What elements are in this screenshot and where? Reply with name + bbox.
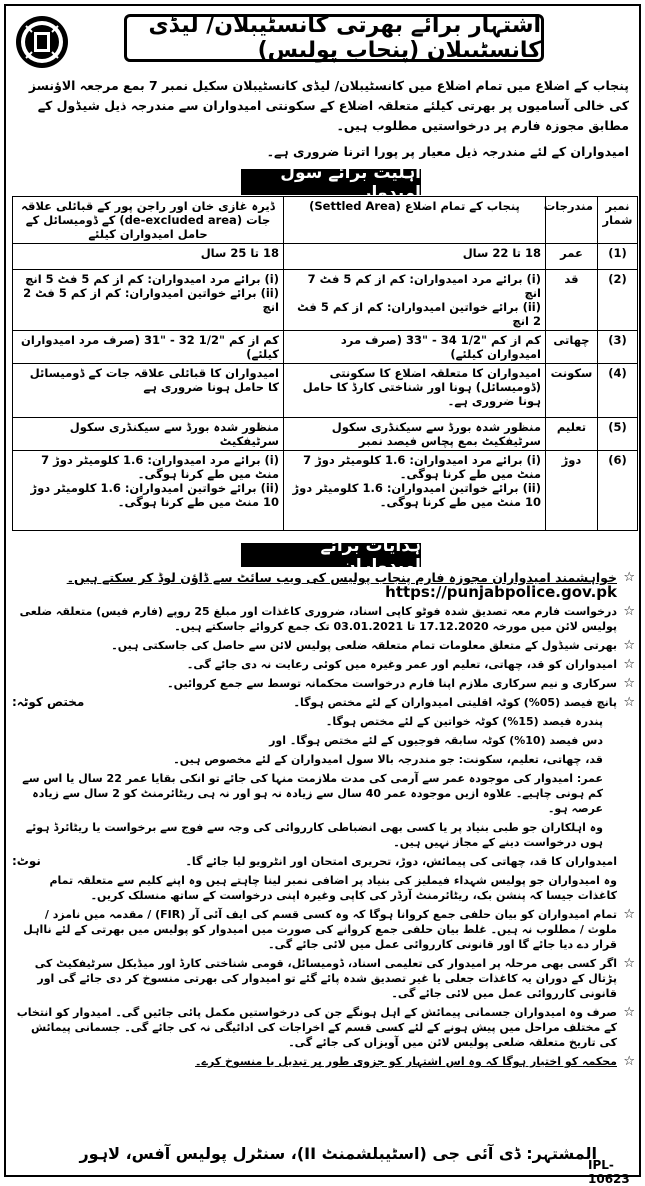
list-item xyxy=(12,1005,637,1050)
star-bullet-icon: ☆ xyxy=(623,676,635,691)
guidelines-list xyxy=(12,570,637,1073)
punjab-police-logo-icon xyxy=(14,14,70,70)
list-item xyxy=(12,695,637,710)
intro-paragraph: پنجاب کے اضلاع میں تمام اضلاع میں کانسٹیبلان/ لیڈی کانسٹیبلان سکیل نمبر 7 بمع مرجعہ الاؤنسز کی خالی آسامیوں پر بھرتی کیلئے متعلقہ اضلاع کے سکونتی امیدواران سے مندرجہ ذیل شیڈول کے مطابق مجوزہ فارم پر درخواستیں مطلوب ہیں۔ xyxy=(28,78,629,133)
list-item xyxy=(12,638,637,653)
star-bullet-icon: ☆ xyxy=(623,657,635,672)
sub-item: (i) برائے مرد امیدواران: 1.6 کلومیٹر دوڑ 7 منٹ میں طے کرنا ہوگی۔ xyxy=(41,453,279,481)
row-settled xyxy=(284,451,546,531)
reference-number: IPL-10623 xyxy=(588,1158,630,1186)
row-category: سکونت xyxy=(546,364,598,418)
star-bullet-icon: ☆ xyxy=(623,604,635,619)
table-header-row xyxy=(13,197,638,244)
table-row xyxy=(13,418,638,451)
row-category: عمر xyxy=(546,244,598,270)
quota-side-label: مختص کوٹہ: xyxy=(12,695,85,709)
row-settled: امیدواران کا متعلقہ اضلاع کا سکونتی (ڈومیسائل) ہونا اور شناختی کارڈ کا حامل ہونا ضروری ہے۔ xyxy=(284,364,546,418)
row-excluded xyxy=(13,451,284,531)
list-item xyxy=(12,752,637,767)
table-row xyxy=(13,364,638,418)
row-category: تعلیم xyxy=(546,418,598,451)
list-item-text: وہ اہلکاران جو طبی بنیاد پر یا کسی بھی انضباطی کارروائی کی وجہ سے فوج سے برخواست یا ریٹائرڈ ہوئے ہوں درخواست دینے کے مجاز نہیں ہیں۔ xyxy=(25,821,603,849)
list-item xyxy=(12,771,637,816)
list-item-text: دس فیصد (10%) کوٹہ سابقہ فوجیوں کے لئے مختص ہوگا۔ اور xyxy=(269,734,603,747)
row-settled: کم از کم "1/2 34 - "33 (صرف مرد امیدواران کیلئے) xyxy=(284,331,546,364)
star-bullet-icon: ☆ xyxy=(623,907,635,922)
list-item-text: درخواست فارم معہ تصدیق شدہ فوٹو کاپی اسناد، ضروری کاغذات اور مبلغ 25 روپے (فارم فیس) متعلقہ ضلعی پولیس لائن میں مورخہ 17.12.2020 تا 03.01.2021 تک جمع کروائے جاسکتے ہیں۔ xyxy=(19,605,617,633)
sub-item: (ii) برائے خواتین امیدواران: 1.6 کلومیٹر دوڑ 10 منٹ میں طے کرنا ہوگی۔ xyxy=(292,481,541,509)
sub-item: (ii) برائے خواتین امیدواران: 1.6 کلومیٹر دوڑ 10 منٹ میں طے کرنا ہوگی۔ xyxy=(30,481,279,509)
row-excluded: 18 تا 25 سال xyxy=(13,244,284,270)
row-excluded xyxy=(13,270,284,331)
sub-item: (i) برائے مرد امیدواران: کم از کم 5 فٹ 7 انچ xyxy=(307,272,541,300)
sub-item: (i) برائے مرد امیدواران: 1.6 کلومیٹر دوڑ 7 منٹ میں طے کرنا ہوگی۔ xyxy=(303,453,541,481)
list-item-text: محکمہ کو اختیار ہوگا کہ وہ اس اشتہار کو جزوی طور پر تبدیل یا منسوخ کرے۔ xyxy=(195,1055,617,1068)
row-num: (5) xyxy=(598,418,638,451)
column-header-category: مندرجات xyxy=(546,197,598,244)
requirement-note: امیدواران کے لئے مندرجہ ذیل معیار پر پورا اترنا ضروری ہے۔ xyxy=(266,144,629,159)
star-bullet-icon: ☆ xyxy=(623,570,635,585)
list-item-text: بھرتی شیڈول کے متعلق معلومات تمام متعلقہ ضلعی پولیس لائن سے حاصل کی جاسکتی ہیں۔ xyxy=(111,639,617,652)
list-item-text: پانچ فیصد (05%) کوٹہ اقلیتی امیدواران کے لئے مختص ہوگا۔ xyxy=(293,696,617,709)
url-line-text: خواہشمند امیدواران مجوزہ فارم پنجاب پولیس کی ویب سائٹ سے ڈاؤن لوڈ کر سکتے ہیں۔ xyxy=(66,570,617,585)
sub-item: (i) برائے مرد امیدواران: کم از کم 5 فٹ 5 انچ xyxy=(25,272,279,286)
list-item-text: تمام امیدواران کو بیان حلفی جمع کروانا ہوگا کہ وہ کسی قسم کی ایف آئی آر (FIR) / مقدمہ میں نامزد / ملوث / مطلوب نہ ہیں۔ غلط بیان حلفی جمع کروانے کی صورت میں امیدوار کو پولیس میں بھرتی کے لئے نااہل قرار دے دیا جائے گا اور قانونی کارروائی عمل میں لائی جائے گی۔ xyxy=(23,908,617,951)
row-settled: 18 تا 22 سال xyxy=(284,244,546,270)
page-title: اشتہار برائے بھرتی کانسٹیبلان/ لیڈی کانسٹیبلان (پنجاب پولیس) xyxy=(124,14,544,62)
list-item xyxy=(12,570,637,600)
list-item xyxy=(12,676,637,691)
row-excluded: کم از کم "1/2 32 - "31 (صرف مرد امیدواران کیلئے) xyxy=(13,331,284,364)
guidelines-heading: ہدایات برائے امیدواران xyxy=(241,543,421,567)
list-item-text: قد، چھاتی، تعلیم، سکونت: جو مندرجہ بالا سول امیدواران کے لئے مخصوص ہیں۔ xyxy=(173,753,603,766)
row-settled xyxy=(284,270,546,331)
column-header-excluded: ڈیرہ غازی خان اور راجن پور کے قبائلی علاقہ جات (de-excluded area) کے ڈومیسائل کے حامل امیدواران کیلئے xyxy=(13,197,284,244)
list-item xyxy=(12,956,637,1001)
row-excluded: منظور شدہ بورڈ سے سیکنڈری سکول سرٹیفکیٹ xyxy=(13,418,284,451)
list-item xyxy=(12,820,637,850)
column-header-num: نمبر شمار xyxy=(598,197,638,244)
row-num: (1) xyxy=(598,244,638,270)
star-bullet-icon: ☆ xyxy=(623,956,635,971)
sub-item: (ii) برائے خواتین امیدواران: کم از کم 5 فٹ 2 انچ xyxy=(297,300,541,328)
list-item xyxy=(12,657,637,672)
row-num: (4) xyxy=(598,364,638,418)
list-item xyxy=(12,907,637,952)
advertiser-line: المشتہر: ڈی آئی جی (اسٹیبلشمنٹ II)، سنٹرل پولیس آفس، لاہور xyxy=(79,1144,597,1163)
list-item xyxy=(12,873,637,903)
list-item xyxy=(12,714,637,729)
list-item-text: سرکاری و نیم سرکاری ملازم اپنا فارم درخواست محکمانہ توسط سے جمع کروائیں۔ xyxy=(167,677,617,690)
list-item-text: امیدواران کو قد، چھاتی، تعلیم اور عمر وغیرہ میں کوئی رعایت نہ دی جائے گی۔ xyxy=(186,658,617,671)
star-bullet-icon: ☆ xyxy=(623,695,635,710)
eligibility-heading: اہلیت برائے سول امیدوار xyxy=(241,169,421,195)
list-item-text: صرف وہ امیدواران جسمانی پیمائش کے اہل ہونگے جن کی درخواستیں مکمل پائی جائیں گی۔ امیدوار کو انتخاب کے مختلف مراحل میں پیش ہونے کے لئے کسی قسم کے اخراجات کی ادائیگی نہ کی جائے گی۔ جسمانی پیمائش کی تاریخ متعلقہ ضلعی پولیس لائن میں آویزاں کی جائے گی۔ xyxy=(16,1006,617,1049)
sub-item: (ii) برائے خواتین امیدواران: کم از کم 5 فٹ 2 انچ xyxy=(23,286,279,314)
row-num: (3) xyxy=(598,331,638,364)
eligibility-table xyxy=(12,196,638,531)
row-num: (6) xyxy=(598,451,638,531)
table-row xyxy=(13,244,638,270)
list-item-text: امیدواران کا قد، چھاتی کی پیمائش، دوڑ، تحریری امتحان اور انٹرویو لیا جائے گا۔ xyxy=(185,855,617,868)
table-row xyxy=(13,451,638,531)
row-category: قد xyxy=(546,270,598,331)
women-quota-text: پندرہ فیصد (15%) کوٹہ خواتین کے لئے مختص ہوگا۔ xyxy=(325,715,603,728)
row-num: (2) xyxy=(598,270,638,331)
list-item-text: عمر: امیدوار کی موجودہ عمر سے آرمی کی مدت ملازمت منہا کی جائے تو انکی بقایا عمر 22 سال یا اس سے کم ہونی چاہیے۔ علاوہ ازیں موجودہ عمر 40 سال سے زیادہ نہ ہو اور نہ ہی ریٹائرمنٹ کو 2 سال سے زیادہ عرصہ ہو۔ xyxy=(22,772,603,815)
row-category: دوڑ xyxy=(546,451,598,531)
star-bullet-icon: ☆ xyxy=(623,638,635,653)
advertisement-page xyxy=(4,4,641,1186)
row-excluded: امیدواران کا قبائلی علاقہ جات کے ڈومیسائل کا حامل ہونا ضروری ہے xyxy=(13,364,284,418)
note-side-label: نوٹ: xyxy=(12,854,41,868)
table-row xyxy=(13,270,638,331)
list-item xyxy=(12,1054,637,1069)
list-item xyxy=(12,854,637,869)
list-item xyxy=(12,733,637,748)
row-category: چھاتی xyxy=(546,331,598,364)
column-header-settled: پنجاب کے تمام اضلاع (Settled Area) xyxy=(284,197,546,244)
footer xyxy=(12,1142,637,1186)
list-item-text: اگر کسی بھی مرحلہ پر امیدوار کی تعلیمی اسناد، ڈومیسائل، قومی شناختی کارڈ اور میڈیکل سرٹیفکیٹ کی پڑتال کے دوران یہ کاغذات جعلی یا غیر تصدیق شدہ پائے گئے تو امیدوار کی بھرتی منسوخ کر دی جائے گی اور قانونی کارروائی عمل میں لائی جائے گی۔ xyxy=(34,957,617,1000)
star-bullet-icon: ☆ xyxy=(623,1005,635,1020)
star-bullet-icon: ☆ xyxy=(623,1054,635,1069)
list-item xyxy=(12,604,637,634)
website-link[interactable]: https://punjabpolice.gov.pk xyxy=(385,583,617,601)
table-row xyxy=(13,331,638,364)
list-item-text: وہ امیدواران جو پولیس شہداء فیملیز کی بنیاد پر اضافی نمبر لینا چاہتے ہیں وہ اپنے کلیم سے متعلقہ تمام کاغذات جیسا کہ پنشن بک، ریٹائرمنٹ آرڈر کی کاپی وغیرہ اپنی درخواست کے ساتھ منسلک کریں۔ xyxy=(49,874,617,902)
row-settled: منظور شدہ بورڈ سے سیکنڈری سکول سرٹیفکیٹ بمع پچاس فیصد نمبر xyxy=(284,418,546,451)
